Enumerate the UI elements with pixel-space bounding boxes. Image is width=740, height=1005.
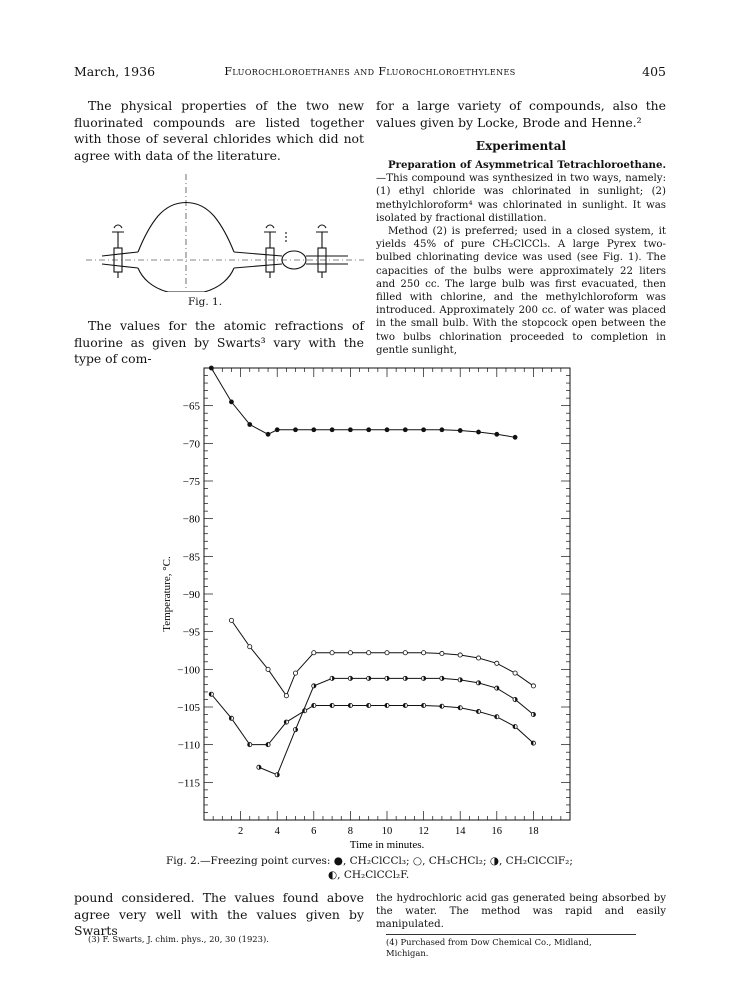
series-line-1 — [211, 368, 515, 437]
right-column-bottom — [376, 892, 666, 932]
fig1-apparatus-diagram — [86, 172, 366, 292]
y-tick-label: −95 — [182, 626, 200, 639]
x-tick-label: 4 — [274, 826, 280, 837]
fig2-caption-line2: ◐, CH₂ClCCl₂F. — [328, 869, 410, 881]
x-tick-label: 2 — [237, 826, 244, 837]
data-point — [440, 428, 444, 432]
left-column-bottom — [74, 890, 364, 940]
x-tick-label: 10 — [381, 826, 393, 837]
data-point — [385, 651, 389, 655]
left-column-top — [74, 98, 364, 164]
prep-text: —This compound was synthesized in two ways, namely: (1) ethyl chloride was chlorinated in sunlight; (2) methylchloroform⁴ was chlorinated in sunlight. It was isolated by fractional distillation. — [376, 173, 666, 224]
x-tick-label: 6 — [311, 826, 317, 837]
bottom-right-paragraph: the hydrochloric acid gas generated being absorbed by the water. The method was rapid and easily manipulated. — [376, 893, 666, 931]
data-point — [422, 651, 426, 655]
fig2-caption-line1: Fig. 2.—Freezing point curves: ●, CH₂ClCCl₃; ○, CH₃CHCl₂; ◑, CH₂ClCClF₂; — [166, 855, 573, 867]
footnote-4: (4) Purchased from Dow Chemical Co., Midland, Michigan. — [386, 934, 636, 959]
header-page-number: 405 — [642, 64, 666, 79]
data-point — [330, 651, 334, 655]
method-paragraph: Method (2) is preferred; used in a closed system, it yields 45% of pure CH₂ClCCl₃. A large Pyrex two-bulbed chlorinating device was used (see Fig. 1). The capacities of the bulbs were approximately 22 liters and 250 cc. The large bulb was first evacuated, then filled with chlorine, and the methylchloroform was introduced. Approximately 200 cc. of water was placed in the small bulb. With the stopcock open between the two bulbs chlorination proceeded to completion in gentle sunlight, — [376, 226, 666, 356]
data-point — [248, 645, 252, 649]
x-tick-label: 16 — [491, 826, 503, 837]
data-point — [495, 432, 499, 436]
left-top-paragraph: The physical properties of the two new fluorinated compounds are listed together with those of several chlorides which did not agree with data of the literature. — [74, 98, 364, 163]
right-column — [376, 98, 666, 357]
y-tick-label: −90 — [182, 589, 200, 601]
data-point — [495, 661, 499, 665]
y-tick-label: −65 — [182, 400, 200, 413]
y-tick-label: −105 — [177, 702, 200, 714]
data-point — [440, 651, 444, 655]
data-point — [275, 428, 279, 432]
data-point — [284, 694, 288, 698]
y-tick-label: −75 — [182, 476, 200, 488]
data-point — [248, 422, 252, 426]
data-point — [531, 684, 535, 688]
x-axis-label: Time in minutes. — [349, 839, 425, 851]
data-point — [266, 432, 270, 436]
running-header — [74, 64, 666, 82]
y-tick-label: −110 — [177, 739, 200, 752]
data-point — [367, 651, 371, 655]
y-axis-label: Temperature, °C. — [161, 556, 173, 632]
data-point — [476, 656, 480, 660]
data-point — [513, 435, 517, 439]
section-title: Experimental — [475, 139, 567, 153]
data-point — [293, 671, 297, 675]
series-line-3 — [259, 678, 534, 774]
prep-paragraph — [376, 159, 666, 225]
data-point — [348, 651, 352, 655]
header-title: Fluorochloroethanes and Fluorochloroethylenes — [224, 65, 516, 78]
fig2-freezing-point-chart — [150, 360, 590, 852]
y-tick-label: −70 — [182, 438, 200, 451]
x-tick-label: 12 — [418, 826, 429, 837]
data-point — [476, 430, 480, 434]
y-tick-label: −115 — [177, 777, 200, 790]
series-line-2 — [231, 620, 533, 695]
data-point — [312, 428, 316, 432]
footnote-3: (3) F. Swarts, J. chim. phys., 20, 30 (1923). — [88, 934, 269, 944]
data-point — [403, 428, 407, 432]
data-point — [403, 651, 407, 655]
data-point — [458, 428, 462, 432]
y-tick-label: −80 — [182, 513, 200, 526]
data-point — [513, 671, 517, 675]
prep-heading: Preparation of Asymmetrical Tetrachloroethane. — [388, 159, 666, 171]
data-point — [209, 366, 213, 370]
data-point — [367, 428, 371, 432]
left-mid-paragraph: The values for the atomic refractions of fluorine as given by Swarts³ vary with the type of com- — [74, 318, 364, 366]
data-point — [229, 618, 233, 622]
data-point — [229, 400, 233, 404]
data-point — [422, 428, 426, 432]
data-point — [458, 653, 462, 657]
bottom-left-paragraph: pound considered. The values found above agree very well with the values given by Swarts — [74, 890, 364, 938]
header-date: March, 1936 — [74, 64, 156, 79]
data-point — [312, 651, 316, 655]
data-point — [385, 428, 389, 432]
x-tick-label: 18 — [528, 826, 539, 837]
data-point — [348, 428, 352, 432]
data-point — [330, 428, 334, 432]
fig1-caption: Fig. 1. — [188, 296, 223, 308]
data-point — [293, 428, 297, 432]
y-tick-label: −85 — [182, 551, 200, 564]
x-tick-label: 14 — [454, 826, 466, 837]
fig2-caption — [100, 854, 640, 882]
data-point — [266, 667, 270, 671]
series-line-4 — [211, 694, 533, 744]
right-top-paragraph: for a large variety of compounds, also the values given by Locke, Brode and Henne.² — [376, 98, 666, 130]
x-tick-label: 8 — [347, 826, 354, 837]
y-tick-label: −100 — [177, 664, 200, 677]
